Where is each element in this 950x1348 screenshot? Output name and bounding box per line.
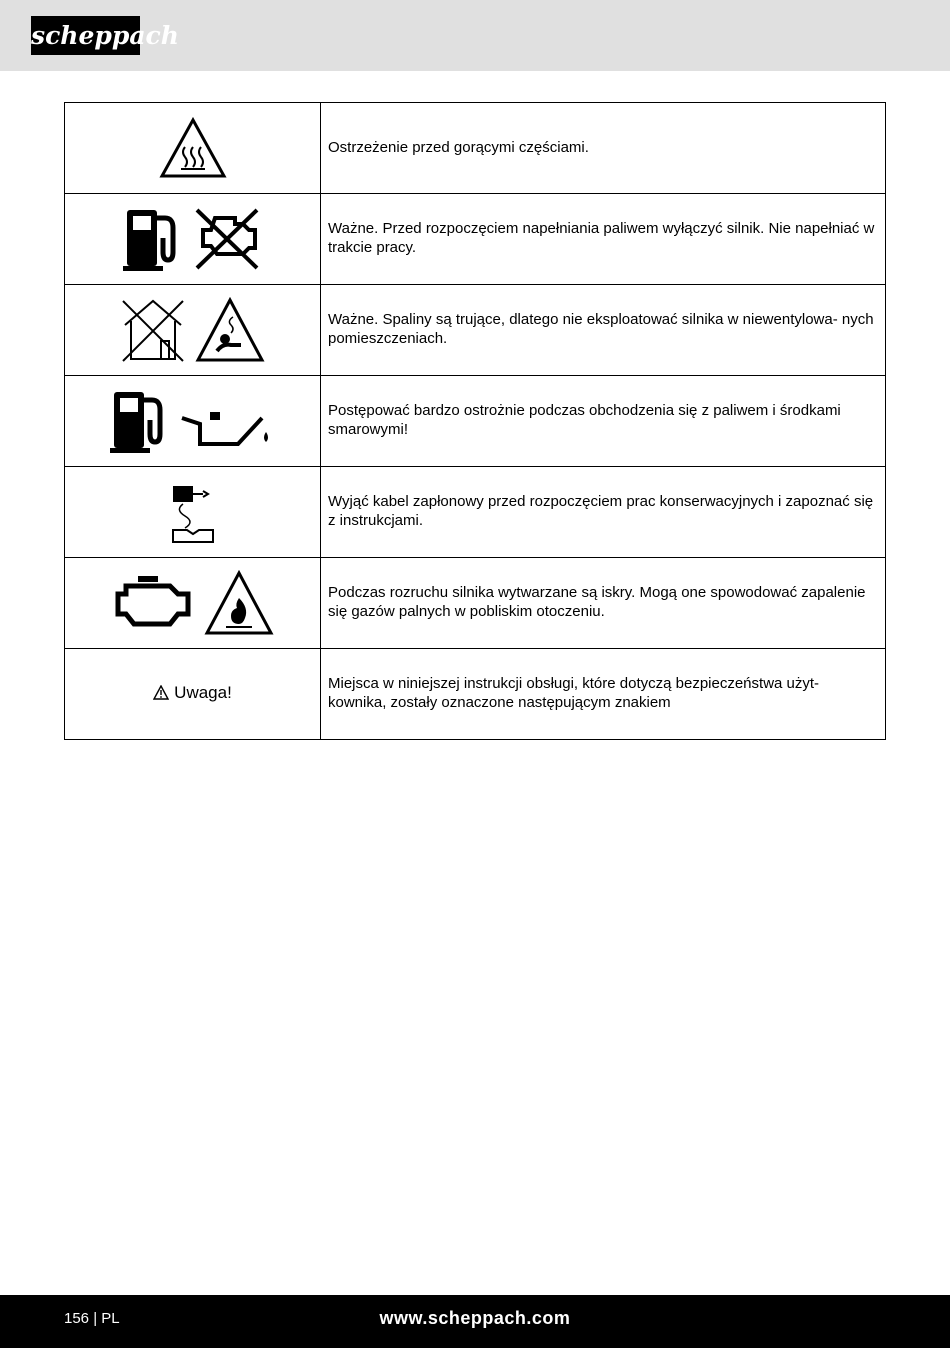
fuel-pump-icon [123, 206, 183, 272]
brand-logo: scheppach [31, 16, 140, 55]
toxic-fumes-warning-icon [195, 297, 265, 363]
spark-plug-manual-icon [169, 480, 217, 544]
description-cell: Wyjąć kabel zapłonowy przed rozpoczęciem prac konserwacyjnych i zapoznać się z instrukcjami. [321, 467, 886, 558]
description-cell: Ważne. Przed rozpoczęciem napełniania paliwem wyłączyć silnik. Nie napełniać w trakcie pracy. [321, 194, 886, 285]
header-bar [0, 0, 950, 71]
table-row [65, 376, 886, 467]
table-row [65, 285, 886, 376]
website-url: www.scheppach.com [379, 1308, 571, 1328]
page-number: 156 | PL [64, 1310, 120, 1327]
safety-symbols-table [64, 102, 886, 740]
footer-bar [0, 1295, 950, 1348]
description-cell: Miejsca w niniejszej instrukcji obsługi, które dotyczą bezpieczeństwa użyt- kownika, zostały oznaczone następującym znakiem [321, 649, 886, 740]
table-row [65, 558, 886, 649]
table-row [65, 649, 886, 740]
icon-cell [65, 649, 321, 740]
engine-off-icon [193, 206, 263, 272]
icon-cell [65, 376, 321, 467]
engine-icon [112, 572, 194, 634]
description-cell: Podczas rozruchu silnika wytwarzane są iskry. Mogą one spowodować zapalenie się gazów palnych w pobliskim otoczeniu. [321, 558, 886, 649]
icon-cell [65, 558, 321, 649]
table-row [65, 467, 886, 558]
description-cell: Postępować bardzo ostrożnie podczas obchodzenia się z paliwem i środkami smarowymi! [321, 376, 886, 467]
icon-cell [65, 285, 321, 376]
description-cell: Ostrzeżenie przed gorącymi częściami. [321, 103, 886, 194]
oil-can-icon [180, 388, 276, 454]
flammable-warning-icon [204, 570, 274, 636]
fuel-pump-icon [110, 388, 170, 454]
icon-cell [65, 467, 321, 558]
table-row [65, 103, 886, 194]
hot-surface-warning-icon [159, 117, 227, 179]
no-indoor-use-icon [121, 297, 185, 363]
caution-label: Uwaga! [153, 683, 232, 703]
warning-triangle-icon [153, 685, 169, 700]
icon-cell [65, 103, 321, 194]
icon-cell [65, 194, 321, 285]
table-row [65, 194, 886, 285]
description-cell: Ważne. Spaliny są trujące, dlatego nie eksploatować silnika w niewentylowa- nych pomieszczeniach. [321, 285, 886, 376]
